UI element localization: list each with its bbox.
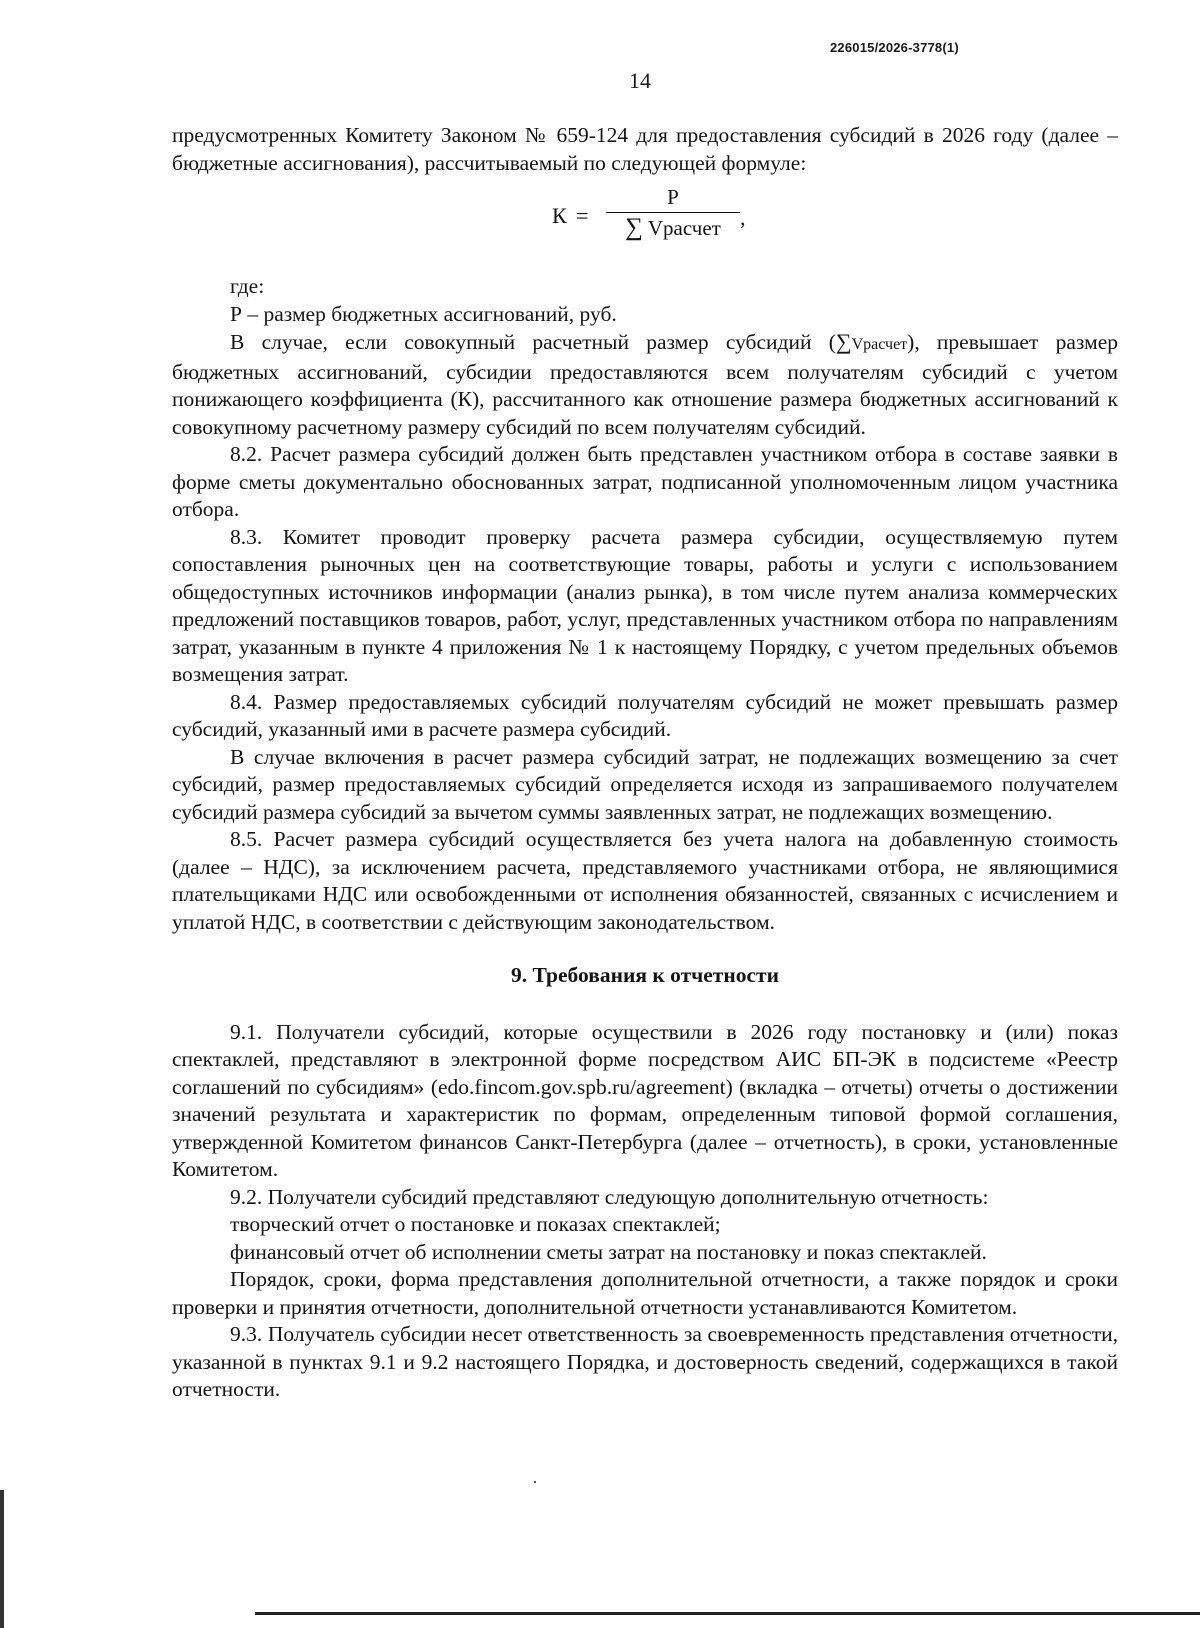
- paragraph-9-2-creative-report: творческий отчет о постановке и показах спектаклей;: [230, 1212, 721, 1236]
- scan-left-edge: [0, 1490, 4, 1628]
- document-body: [172, 122, 1118, 1404]
- formula-denominator-term: Vрасчет: [647, 216, 721, 240]
- scan-speck: [534, 1481, 536, 1483]
- paragraph-9-2-financial-report: финансовый отчет об исполнении сметы затрат на постановку и показ спектаклей.: [230, 1239, 987, 1264]
- sigma-symbol: ∑: [625, 214, 643, 241]
- formula-equals: =: [576, 203, 589, 228]
- scan-bottom-edge: [255, 1612, 1200, 1615]
- paragraph-8-2: 8.2. Расчет размера субсидий должен быть представлен участником отбора в составе заявки в форме сметы документально обоснованных затрат, подписанной уполномоченным лицом участника отбора.: [172, 442, 1118, 521]
- formula-fraction: [606, 184, 740, 241]
- document-registration-number: 226015/2026-3778(1): [830, 40, 959, 55]
- section-9-title: 9. Требования к отчетности: [511, 963, 779, 987]
- paragraph-9-1: 9.1. Получатели субсидий, которые осуществили в 2026 году постановку и (или) показ спектаклей, представляют в электронной форме посредством АИС БП-ЭК в подсистеме «Реестр соглашений по субсидиям» (edo.fincom.gov.spb.ru/agreement) (вкладка – отчеты) отчеты о достижении значений результата и характеристик по формам, определенным типовой формой соглашения, утвержденной Комитетом финансов Санкт-Петербурга (далее – отчетность), в сроки, установленные Комитетом.: [172, 1019, 1118, 1181]
- page-number: 14: [629, 68, 651, 93]
- paragraph-intro: предусмотренных Комитету Законом № 659-124 для предоставления субсидий в 2026 году (далее – бюджетные ассигнования), рассчитываемый по следующей формуле:: [172, 123, 1118, 175]
- fraction-bar: [606, 212, 740, 213]
- paragraph-9-2: 9.2. Получатели субсидий представляют следующую дополнительную отчетность:: [230, 1184, 989, 1209]
- paragraph-8-4-continued: В случае включения в расчет размера субсидий затрат, не подлежащих возмещению за счет субсидий, размер предоставляемых субсидий определяется исходя из запрашиваемого получателем субсидий размера субсидий за вычетом суммы заявленных затрат, не подлежащих возмещению.: [172, 744, 1118, 824]
- paragraph-9-3: 9.3. Получатель субсидии несет ответственность за своевременность представления отчетности, указанной в пунктах 9.1 и 9.2 настоящего Порядка, и достоверность сведений, содержащихся в такой отчетности.: [172, 1322, 1118, 1401]
- formula-numerator: P: [667, 185, 679, 209]
- paragraph-8-5: 8.5. Расчет размера субсидий осуществляется без учета налога на добавленную стоимость (далее – НДС), за исключением расчета, представляемого участниками отбора, не являющимися плательщиками НДС или освобожденными от исполнения обязанностей, связанных с исчислением и уплатой НДС, в соответствии с действующим законодательством.: [172, 827, 1118, 934]
- case-text-before: В случае, если совокупный расчетный размер субсидий (: [230, 330, 836, 354]
- formula-denominator: [606, 215, 740, 241]
- formula-trailing-comma: ,: [740, 205, 746, 230]
- paragraph-8-3: 8.3. Комитет проводит проверку расчета размера субсидии, осуществляемую путем сопоставления рыночных цен на соответствующие товары, работы и услуги с использованием общедоступных источников информации (анализ рынка), в том числе путем анализа коммерческих предложений поставщиков товаров, работ, услуг, представленных участником отбора по направлениям затрат, указанным в пункте 4 приложения № 1 к настоящему Порядку, с учетом предельных объемов возмещения затрат.: [172, 524, 1118, 686]
- paragraph-9-2-procedure: Порядок, сроки, форма представления дополнительной отчетности, а также порядок и сроки проверки и принятия отчетности, дополнительной отчетности устанавливаются Комитетом.: [172, 1267, 1118, 1319]
- paragraph-p-definition: Р – размер бюджетных ассигнований, руб.: [230, 301, 617, 326]
- paragraph-where: где:: [230, 274, 265, 298]
- inline-sigma-symbol: ∑: [835, 329, 852, 354]
- paragraph-8-4: 8.4. Размер предоставляемых субсидий получателям субсидий не может превышать размер субсидий, указанный ими в расчете размера субсидий.: [172, 689, 1118, 741]
- paragraph-case: [172, 328, 1118, 441]
- case-text-after: ), превышает размер бюджетных ассигнований, субсидии предоставляются всем получателям субсидий с учетом понижающего коэффициента (К), рассчитанного как отношение размера бюджетных ассигнований к совокупному расчетному размеру субсидий по всем получателям субсидий.: [172, 330, 1118, 439]
- inline-sum-term: Vрасчет: [851, 336, 908, 353]
- inline-sum: [835, 329, 908, 354]
- coefficient-formula: [172, 184, 1118, 268]
- formula-lhs: К: [552, 203, 567, 228]
